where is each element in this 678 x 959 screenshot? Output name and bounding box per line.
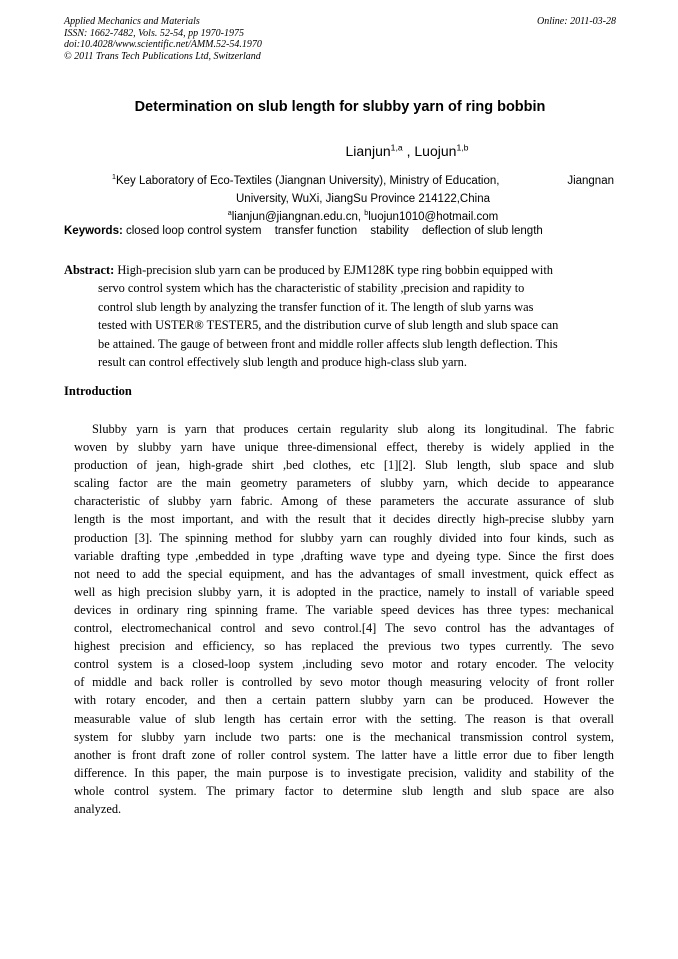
body-line: characteristic of slubby yarn fabric. Among of these parameters the accurate assurance of slub	[74, 494, 614, 509]
affiliation-line	[112, 172, 614, 190]
keyword-item: closed loop control system	[126, 225, 262, 237]
author-superscript: 1,b	[456, 142, 469, 153]
body-line: not need to add the special equipment, and has the advantages of small investment, quick effect as	[74, 566, 614, 581]
affiliation-text: Key Laboratory of Eco-Textiles (Jiangnan University), Ministry of Education,	[115, 175, 500, 187]
affiliation-block	[112, 172, 614, 226]
copyright-line: © 2011 Trans Tech Publications Ltd, Switzerland	[64, 50, 261, 62]
author-separator: ,	[402, 143, 415, 159]
body-line: difference. In this paper, the main purpose is to investigate precision, validity and stability of the	[74, 765, 614, 780]
body-line: well as high precision slubby yarn, it is adopted in the practice, namely to install of variable speed	[74, 584, 614, 599]
body-line: with rotary encoder, and then a certain pattern slubby yarn can be produced. However the	[74, 693, 614, 708]
body-line: control system is a closed-loop system ,including sevo motor and rotary encoder. The velocity	[74, 657, 614, 672]
body-line: analyzed.	[74, 801, 122, 816]
keyword-item: stability	[370, 225, 409, 237]
keyword-item: deflection of slub length	[421, 225, 543, 237]
body-line: measurable value of slub length has certain error with the setting. The reason is that overall	[74, 711, 614, 726]
introduction-body	[74, 420, 614, 818]
affiliation-text: Jiangnan	[567, 175, 614, 187]
email-address: lianjun@jiangnan.edu.cn,	[231, 211, 365, 223]
body-line: woven by slubby yarn have unique three-dimensional effect, thereby is widely applied in the	[74, 440, 614, 455]
journal-name: Applied Mechanics and Materials	[64, 16, 200, 27]
author-name: Luojun	[414, 143, 457, 159]
body-line: of middle and back roller is controlled by sevo motor though measuring velocity of front roller	[74, 675, 614, 690]
author-line	[64, 143, 616, 159]
paper-title: Determination on slub length for slubby yarn of ring bobbin	[134, 99, 546, 115]
body-line: system for slubby yarn include two parts: one is the mechanical transmission control system,	[74, 729, 614, 744]
author-name: Lianjun	[345, 143, 391, 159]
body-line: production [3]. The spinning method for slubby yarn can roughly divided into four kinds, such as	[74, 530, 614, 545]
body-line: highest precision and efficiency, so has replaced the previous two types currently. The sevo	[74, 639, 614, 654]
body-line: whole control system. The primary factor to determine slub length and slub space are also	[74, 783, 614, 798]
affiliation-superscript: 1	[112, 173, 116, 182]
body-line: Slubby yarn is yarn that produces certain regularity slub along its longitudinal. The fabric	[92, 422, 614, 436]
body-line: another is front draft zone of roller control system. The latter have a little error due to fiber length	[74, 747, 614, 762]
keywords-line	[64, 225, 616, 237]
body-line: variable drafting type ,embedded in type ,drafting wave type and dyeing type. Since the first does	[74, 548, 614, 563]
body-line: scaling factor are the main geometry parameters of slubby yarn, which decide to appearance	[74, 476, 614, 491]
body-line: production of jean, high-grade shirt ,bed clothes, etc [1][2]. Slub length, slub space and slub	[74, 458, 614, 473]
online-date: Online: 2011-03-28	[537, 16, 616, 27]
abstract-block	[64, 261, 614, 371]
body-line: devices in ordinary ring spinning frame. The variable speed devices has three types: mechanical	[74, 602, 614, 617]
email-superscript: a	[227, 209, 232, 218]
doi-line: doi:10.4028/www.scientific.net/AMM.52-54.1970	[64, 39, 262, 50]
issn-line: ISSN: 1662-7482, Vols. 52-54, pp 1970-1975	[64, 27, 244, 39]
keywords-label: Keywords:	[64, 225, 123, 237]
abstract-line: control slub length by analyzing the transfer function of it. The length of slub yarns was	[98, 299, 534, 314]
abstract-line: Abstract: High-precision slub yarn can be produced by EJM128K type ring bobbin equipped with	[64, 263, 553, 277]
section-heading: Introduction	[64, 384, 132, 398]
abstract-line: servo control system which has the characteristic of stability ,precision and rapidity to	[98, 281, 525, 296]
affiliation-line: University, WuXi, JiangSu Province 214122,China	[236, 193, 490, 205]
body-line: control, electromechanical control and sevo control.[4] The sevo control has the advantages of	[74, 621, 614, 636]
abstract-line: tested with USTER® TESTER5, and the distribution curve of slub length and slub space can	[98, 318, 559, 333]
email-address: luojun1010@hotmail.com	[368, 211, 499, 223]
abstract-line: result can control effectively slub length and produce high-class slub yarn.	[98, 355, 467, 370]
email-superscript: b	[364, 209, 369, 218]
email-line	[112, 208, 614, 226]
abstract-label: Abstract:	[64, 263, 115, 277]
keyword-item: transfer function	[274, 225, 358, 237]
journal-header	[64, 16, 616, 62]
author-superscript: 1,a	[390, 142, 403, 153]
abstract-line: be attained. The gauge of between front and middle roller affects slub length deflection. This	[98, 336, 558, 351]
body-line: length is the most important, and with the result that it decides directly high-precise slubby yarn	[74, 512, 614, 527]
